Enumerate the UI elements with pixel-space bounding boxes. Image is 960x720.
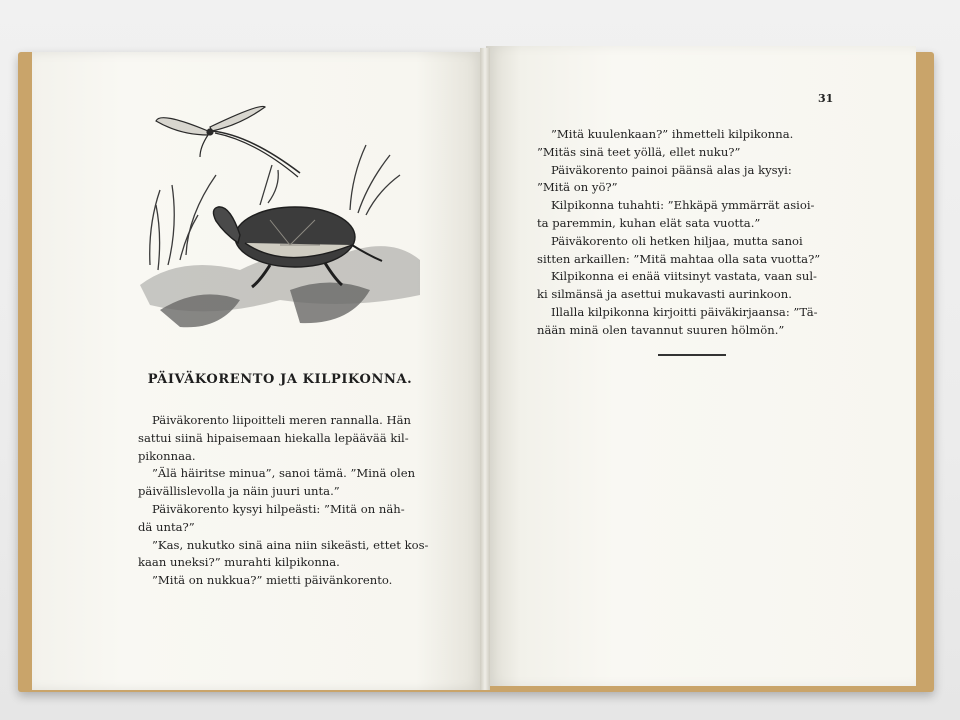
text-line: ”Mitäs sinä teet yöllä, ellet nuku?”	[537, 144, 741, 159]
text-line: päivällislevolla ja näin juuri unta.”	[138, 484, 340, 499]
text-line: ”Mitä kuulenkaan?” ihmetteli kilpikonna.	[551, 127, 794, 141]
text-line: ki silmänsä ja asettui mukavasti aurinkoon.	[537, 287, 792, 302]
text-line: ”Mitä on nukkua?” mietti päivänkorento.	[152, 573, 393, 588]
text-line: sattui siinä hipaisemaan hiekalla lepäävää kil-	[138, 430, 409, 445]
text-line: Päiväkorento painoi päänsä alas ja kysyi:	[551, 162, 792, 177]
text-line: ”Mitä on yö?”	[537, 180, 618, 195]
left-page-text	[138, 412, 438, 590]
text-line: sitten arkaillen: ”Mitä mahtaa olla sata vuotta?”	[537, 251, 821, 266]
text-line: nään minä olen tavannut suuren hölmön.”	[537, 322, 785, 337]
text-line: ta paremmin, kuhan elät sata vuotta.”	[537, 215, 761, 230]
text-line: Päiväkorento liipoitteli meren rannalla. Hän	[152, 413, 411, 427]
text-line: Kilpikonna tuhahti: ”Ehkäpä ymmärrät asioi-	[551, 198, 815, 213]
text-line: dä unta?”	[138, 519, 195, 534]
text-line: Kilpikonna ei enää viitsinyt vastata, vaan sul-	[551, 269, 817, 284]
dragonfly-turtle-illustration	[120, 95, 420, 345]
text-line: Päiväkorento oli hetken hiljaa, mutta sanoi	[551, 233, 803, 248]
right-page-text	[537, 126, 837, 340]
text-line: ”Kas, nukutko sinä aina niin sikeästi, ettet kos-	[152, 537, 429, 552]
story-title: PÄIVÄKORENTO JA KILPIKONNA.	[147, 372, 413, 387]
text-line: Päiväkorento kysyi hilpeästi: ”Mitä on näh-	[152, 501, 405, 516]
page-number: 31	[818, 92, 834, 105]
text-line: pikonnaa.	[138, 448, 196, 463]
text-line: ”Älä häiritse minua”, sanoi tämä. ”Minä olen	[152, 466, 416, 481]
book-gutter	[480, 48, 490, 690]
dragonfly-drawing	[156, 106, 300, 177]
text-line: Illalla kilpikonna kirjoitti päiväkirjaansa: ”Tä-	[551, 304, 818, 319]
text-line: kaan uneksi?” murahti kilpikonna.	[138, 555, 340, 570]
end-rule	[658, 354, 726, 356]
